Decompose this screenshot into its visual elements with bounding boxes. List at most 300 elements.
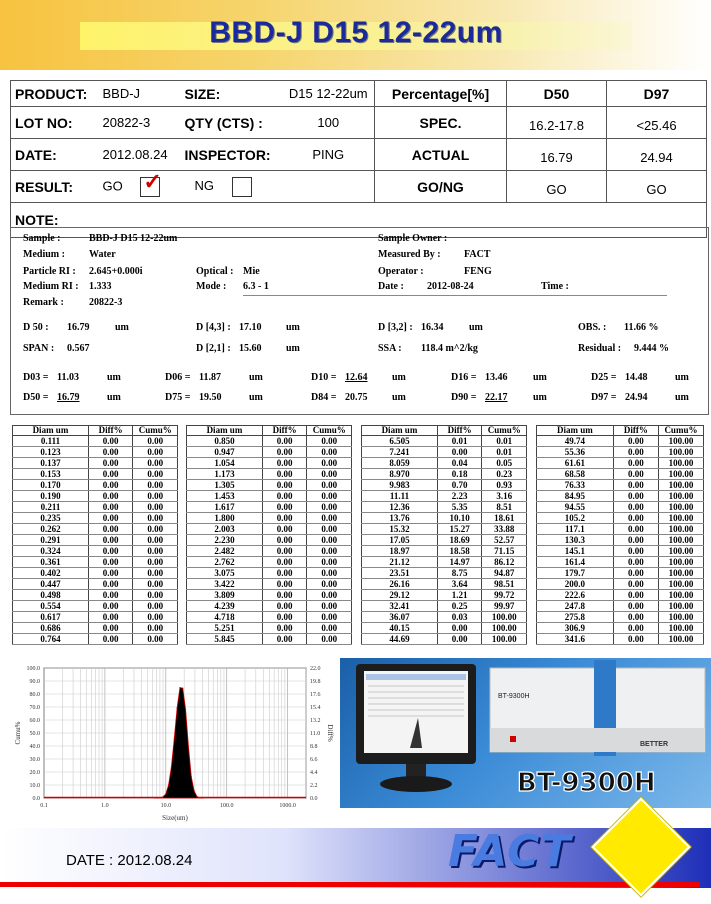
table-row xyxy=(362,491,527,502)
table-cell: 100.00 xyxy=(658,480,703,491)
y-tick-label: 70.0 xyxy=(29,705,40,711)
table-cell: 3.16 xyxy=(482,491,527,502)
d43-label: D [4,3] : xyxy=(196,322,231,333)
d50-unit: um xyxy=(115,322,129,333)
table-row xyxy=(13,458,178,469)
data-point xyxy=(185,709,186,710)
column-header: Diff% xyxy=(437,426,482,436)
table-cell: 179.7 xyxy=(537,568,614,579)
table-cell: 8.970 xyxy=(362,469,438,480)
table-cell: 0.00 xyxy=(613,502,658,513)
table-row xyxy=(537,546,704,557)
table-row xyxy=(187,480,352,491)
table-row xyxy=(187,579,352,590)
data-point xyxy=(188,746,189,747)
table-cell: 0.00 xyxy=(613,612,658,623)
table-row xyxy=(362,568,527,579)
table-cell: 0.00 xyxy=(262,502,307,513)
result-ng[interactable] xyxy=(181,171,375,203)
table-cell: 1.173 xyxy=(187,469,263,480)
ng-label: NG xyxy=(194,177,214,193)
table-cell: 8.51 xyxy=(482,502,527,513)
table-cell: 0.00 xyxy=(437,634,482,645)
d50b-unit: um xyxy=(107,392,121,403)
table-cell: 100.00 xyxy=(658,590,703,601)
info-table xyxy=(10,80,707,238)
table-cell: 0.00 xyxy=(307,524,352,535)
date-value: 2012.08.24 xyxy=(99,139,181,171)
table-row xyxy=(537,502,704,513)
table-cell: 100.00 xyxy=(658,601,703,612)
y-tick-label: 40.0 xyxy=(29,744,40,750)
table-cell: 0.00 xyxy=(88,502,133,513)
table-cell: 0.00 xyxy=(88,480,133,491)
lot-label: LOT NO: xyxy=(11,107,99,139)
table-row xyxy=(537,458,704,469)
d10-unit: um xyxy=(392,372,406,383)
d75-value: 19.50 xyxy=(199,392,222,403)
table-cell: 21.12 xyxy=(362,557,438,568)
table-cell: 0.25 xyxy=(437,601,482,612)
table-row xyxy=(537,634,704,645)
table-cell: 0.00 xyxy=(133,557,178,568)
size-label: SIZE: xyxy=(181,81,283,107)
table-cell: 0.00 xyxy=(262,557,307,568)
table-cell: 0.00 xyxy=(307,436,352,447)
table-cell: 100.00 xyxy=(658,458,703,469)
table-cell: 0.01 xyxy=(437,436,482,447)
distribution-table-2 xyxy=(186,425,352,645)
y2-tick-label: 2.2 xyxy=(310,783,318,789)
table-cell: 0.18 xyxy=(437,469,482,480)
table-cell: 222.6 xyxy=(537,590,614,601)
table-cell: 0.00 xyxy=(262,458,307,469)
data-point xyxy=(196,796,197,797)
y2-tick-label: 6.6 xyxy=(310,757,318,763)
product-label: PRODUCT: xyxy=(11,81,99,107)
go-checkbox[interactable] xyxy=(140,168,162,197)
y2-tick-label: 22.0 xyxy=(310,666,321,672)
y-tick-label: 60.0 xyxy=(29,718,40,724)
table-cell: 0.00 xyxy=(613,447,658,458)
y2-tick-label: 4.4 xyxy=(310,770,318,776)
remark-label: Remark : xyxy=(23,297,64,308)
x-tick-label: 10.0 xyxy=(160,803,172,809)
table-cell: 0.00 xyxy=(307,447,352,458)
table-cell: 0.00 xyxy=(437,447,482,458)
y-tick-label: 0.0 xyxy=(32,796,40,802)
table-cell: 2.230 xyxy=(187,535,263,546)
table-row xyxy=(187,502,352,513)
table-cell: 76.33 xyxy=(537,480,614,491)
table-cell: 7.241 xyxy=(362,447,438,458)
table-cell: 9.983 xyxy=(362,480,438,491)
table-cell: 0.00 xyxy=(262,590,307,601)
table-cell: 341.6 xyxy=(537,634,614,645)
table-cell: 23.51 xyxy=(362,568,438,579)
d10-label: D10 = xyxy=(311,372,337,383)
table-cell: 0.00 xyxy=(88,623,133,634)
residual-label: Residual : xyxy=(578,343,622,354)
y-tick-label: 90.0 xyxy=(29,679,40,685)
note-label: NOTE: xyxy=(11,203,707,238)
table-row xyxy=(362,436,527,447)
table-cell: 0.00 xyxy=(613,480,658,491)
table-cell: 0.00 xyxy=(307,590,352,601)
table-cell: 68.58 xyxy=(537,469,614,480)
table-row xyxy=(187,491,352,502)
table-cell: 33.88 xyxy=(482,524,527,535)
table-cell: 2.23 xyxy=(437,491,482,502)
d97-unit: um xyxy=(675,392,689,403)
table-cell: 0.00 xyxy=(133,491,178,502)
d21-label: D [2,1] : xyxy=(196,343,231,354)
lot-value: 20822-3 xyxy=(99,107,181,139)
d84-value: 20.75 xyxy=(345,392,368,403)
table-row xyxy=(13,469,178,480)
table-cell: 1.305 xyxy=(187,480,263,491)
optical-label: Optical : xyxy=(196,266,234,277)
table-cell: 0.00 xyxy=(613,634,658,645)
table-cell: 0.850 xyxy=(187,436,263,447)
table-cell: 0.00 xyxy=(613,579,658,590)
data-point xyxy=(162,796,163,797)
table-cell: 8.75 xyxy=(437,568,482,579)
y-tick-label: 30.0 xyxy=(29,757,40,763)
table-cell: 0.00 xyxy=(613,601,658,612)
table-cell: 0.03 xyxy=(437,612,482,623)
table-row xyxy=(362,612,527,623)
d97-header: D97 xyxy=(607,81,707,107)
table-cell: 0.00 xyxy=(133,436,178,447)
medium-ri-value: 1.333 xyxy=(89,281,112,292)
y2-tick-label: 15.4 xyxy=(310,705,321,711)
table-cell: 71.15 xyxy=(482,546,527,557)
table-cell: 52.57 xyxy=(482,535,527,546)
d10-value: 12.64 xyxy=(345,372,368,383)
d97-value: 24.94 xyxy=(625,392,648,403)
table-cell: 44.69 xyxy=(362,634,438,645)
table-cell: 100.00 xyxy=(658,568,703,579)
table-cell: 0.00 xyxy=(262,612,307,623)
table-cell: 0.00 xyxy=(133,634,178,645)
table-cell: 105.2 xyxy=(537,513,614,524)
d03-unit: um xyxy=(107,372,121,383)
table-cell: 100.00 xyxy=(658,612,703,623)
d43-value: 17.10 xyxy=(239,322,262,333)
table-row xyxy=(187,524,352,535)
table-cell: 0.00 xyxy=(88,447,133,458)
table-cell: 13.76 xyxy=(362,513,438,524)
table-cell: 86.12 xyxy=(482,557,527,568)
table-cell: 0.00 xyxy=(133,447,178,458)
table-cell: 0.00 xyxy=(613,491,658,502)
table-cell: 0.00 xyxy=(88,535,133,546)
table-cell: 0.00 xyxy=(307,601,352,612)
table-cell: 0.00 xyxy=(307,458,352,469)
d90-value: 22.17 xyxy=(485,392,508,403)
table-cell: 61.61 xyxy=(537,458,614,469)
table-cell: 0.70 xyxy=(437,480,482,491)
table-cell: 0.00 xyxy=(133,568,178,579)
y2-axis-label: Diff% xyxy=(326,724,334,742)
measured-label: Measured By : xyxy=(378,249,441,260)
ssa-value: 118.4 m^2/kg xyxy=(421,343,478,354)
column-header: Cumu% xyxy=(658,426,703,436)
table-cell: 0.00 xyxy=(262,535,307,546)
d32-unit: um xyxy=(469,322,483,333)
table-cell: 100.00 xyxy=(658,436,703,447)
table-row xyxy=(13,568,178,579)
data-point xyxy=(171,766,172,767)
data-point xyxy=(168,784,169,785)
table-cell: 0.00 xyxy=(262,447,307,458)
table-cell: 17.05 xyxy=(362,535,438,546)
table-cell: 0.00 xyxy=(613,436,658,447)
report-date-label: Date : xyxy=(378,281,404,292)
device-brand: BETTER xyxy=(640,741,668,748)
column-header: Diam um xyxy=(537,426,614,436)
time-label: Time : xyxy=(541,281,569,292)
table-cell: 0.01 xyxy=(482,447,527,458)
d25-unit: um xyxy=(675,372,689,383)
table-row xyxy=(13,513,178,524)
table-cell: 0.00 xyxy=(613,469,658,480)
table-cell: 0.00 xyxy=(88,469,133,480)
table-row xyxy=(537,480,704,491)
table-cell: 55.36 xyxy=(537,447,614,458)
table-cell: 0.00 xyxy=(133,502,178,513)
result-go[interactable] xyxy=(99,168,181,203)
table-cell: 0.235 xyxy=(13,513,89,524)
owner-label: Sample Owner : xyxy=(378,233,448,244)
x-tick-label: 1000.0 xyxy=(279,803,296,809)
d50b-value: 16.79 xyxy=(57,392,80,403)
table-cell: 0.00 xyxy=(613,513,658,524)
y-tick-label: 20.0 xyxy=(29,770,40,776)
residual-value: 9.444 % xyxy=(634,343,669,354)
table-row xyxy=(537,469,704,480)
gong-label: GO/NG xyxy=(375,171,507,203)
table-cell: 1.054 xyxy=(187,458,263,469)
go-label: GO xyxy=(102,177,123,193)
footer-rule xyxy=(0,882,700,887)
table-cell: 1.800 xyxy=(187,513,263,524)
table-cell: 0.554 xyxy=(13,601,89,612)
optical-value: Mie xyxy=(243,266,260,277)
table-cell: 99.72 xyxy=(482,590,527,601)
table-cell: 0.123 xyxy=(13,447,89,458)
table-row xyxy=(362,513,527,524)
table-row xyxy=(537,491,704,502)
table-cell: 0.153 xyxy=(13,469,89,480)
distribution-table-4 xyxy=(536,425,704,645)
table-row xyxy=(187,590,352,601)
table-cell: 3.075 xyxy=(187,568,263,579)
table-cell: 0.00 xyxy=(88,458,133,469)
table-cell: 100.00 xyxy=(658,491,703,502)
table-cell: 14.97 xyxy=(437,557,482,568)
table-cell: 0.170 xyxy=(13,480,89,491)
table-cell: 0.00 xyxy=(88,579,133,590)
table-cell: 0.00 xyxy=(613,458,658,469)
d50-label: D 50 : xyxy=(23,322,49,333)
device-photo xyxy=(340,658,711,808)
table-cell: 3.809 xyxy=(187,590,263,601)
data-point xyxy=(202,797,203,798)
table-cell: 0.00 xyxy=(133,458,178,469)
table-cell: 100.00 xyxy=(482,634,527,645)
table-cell: 0.00 xyxy=(88,634,133,645)
table-cell: 2.482 xyxy=(187,546,263,557)
table-cell: 0.01 xyxy=(482,436,527,447)
column-header: Cumu% xyxy=(307,426,352,436)
table-cell: 0.93 xyxy=(482,480,527,491)
date-label: DATE: xyxy=(11,139,99,171)
table-cell: 0.111 xyxy=(13,436,89,447)
d84-label: D84 = xyxy=(311,392,337,403)
table-cell: 247.8 xyxy=(537,601,614,612)
gong-d50: GO xyxy=(507,171,607,203)
table-cell: 0.498 xyxy=(13,590,89,601)
table-cell: 0.00 xyxy=(133,579,178,590)
d21-unit: um xyxy=(286,343,300,354)
data-point xyxy=(157,797,158,798)
d32-label: D [3,2] : xyxy=(378,322,413,333)
remark-value: 20822-3 xyxy=(89,297,123,308)
d25-label: D25 = xyxy=(591,372,617,383)
table-row xyxy=(13,634,178,645)
distribution-chart xyxy=(10,660,338,830)
table-cell: 0.00 xyxy=(262,436,307,447)
table-cell: 0.262 xyxy=(13,524,89,535)
data-point xyxy=(154,797,155,798)
particle-ri-value: 2.645+0.000i xyxy=(89,266,143,277)
table-cell: 0.00 xyxy=(88,557,133,568)
d06-label: D06 = xyxy=(165,372,191,383)
table-row xyxy=(537,590,704,601)
data-point xyxy=(179,687,180,688)
qty-label: QTY (CTS) : xyxy=(181,107,283,139)
ng-checkbox[interactable] xyxy=(232,177,252,197)
y2-tick-label: 11.0 xyxy=(310,731,321,737)
table-cell: 0.00 xyxy=(613,568,658,579)
table-cell: 29.12 xyxy=(362,590,438,601)
table-cell: 0.00 xyxy=(307,535,352,546)
product-value: BBD-J xyxy=(99,81,181,107)
table-row xyxy=(362,469,527,480)
table-row xyxy=(362,458,527,469)
table-row xyxy=(13,623,178,634)
table-cell: 1.617 xyxy=(187,502,263,513)
table-row xyxy=(362,579,527,590)
table-row xyxy=(187,634,352,645)
y2-tick-label: 19.8 xyxy=(310,679,321,685)
table-cell: 100.00 xyxy=(658,557,703,568)
table-cell: 0.05 xyxy=(482,458,527,469)
medium-label: Medium : xyxy=(23,249,65,260)
table-cell: 0.00 xyxy=(613,524,658,535)
span-value: 0.567 xyxy=(67,343,90,354)
table-cell: 100.00 xyxy=(658,513,703,524)
d03-value: 11.03 xyxy=(57,372,79,383)
table-row xyxy=(537,436,704,447)
d16-unit: um xyxy=(533,372,547,383)
table-cell: 0.23 xyxy=(482,469,527,480)
table-cell: 0.00 xyxy=(307,568,352,579)
table-cell: 0.00 xyxy=(437,623,482,634)
actual-d50: 16.79 xyxy=(507,139,607,171)
table-cell: 130.3 xyxy=(537,535,614,546)
table-row xyxy=(187,623,352,634)
d16-value: 13.46 xyxy=(485,372,508,383)
table-row xyxy=(187,436,352,447)
data-point xyxy=(165,793,166,794)
table-cell: 0.00 xyxy=(133,612,178,623)
x-tick-label: 0.1 xyxy=(40,803,48,809)
table-cell: 0.00 xyxy=(133,513,178,524)
table-cell: 0.947 xyxy=(187,447,263,458)
table-cell: 161.4 xyxy=(537,557,614,568)
table-row xyxy=(13,579,178,590)
y-axis-label: Cumu% xyxy=(14,721,22,745)
d06-value: 11.87 xyxy=(199,372,221,383)
table-row xyxy=(362,502,527,513)
column-header: Diff% xyxy=(88,426,133,436)
table-cell: 0.361 xyxy=(13,557,89,568)
table-cell: 18.61 xyxy=(482,513,527,524)
table-row xyxy=(13,546,178,557)
table-cell: 100.00 xyxy=(658,469,703,480)
table-cell: 10.10 xyxy=(437,513,482,524)
x-axis-label: Size(um) xyxy=(162,814,188,822)
table-row xyxy=(362,524,527,535)
y2-tick-label: 13.2 xyxy=(310,718,321,724)
table-cell: 0.00 xyxy=(613,557,658,568)
table-cell: 0.00 xyxy=(262,480,307,491)
spec-d97: <25.46 xyxy=(607,107,707,139)
table-row xyxy=(362,535,527,546)
table-cell: 0.00 xyxy=(307,480,352,491)
column-header: Diam um xyxy=(187,426,263,436)
d03-label: D03 = xyxy=(23,372,49,383)
qty-value: 100 xyxy=(283,107,375,139)
table-cell: 0.00 xyxy=(133,546,178,557)
table-cell: 0.00 xyxy=(613,546,658,557)
column-header: Cumu% xyxy=(133,426,178,436)
table-cell: 200.0 xyxy=(537,579,614,590)
table-cell: 0.04 xyxy=(437,458,482,469)
table-row xyxy=(187,568,352,579)
table-cell: 0.291 xyxy=(13,535,89,546)
column-header: Diam um xyxy=(13,426,89,436)
inspector-label: INSPECTOR: xyxy=(181,139,283,171)
table-cell: 0.764 xyxy=(13,634,89,645)
report-divider xyxy=(243,295,667,296)
d50-header: D50 xyxy=(507,81,607,107)
table-cell: 0.00 xyxy=(88,612,133,623)
device-model: BT-9300H xyxy=(517,768,656,798)
data-point xyxy=(160,797,161,798)
table-cell: 0.00 xyxy=(262,513,307,524)
d50-value: 16.79 xyxy=(67,322,90,333)
y-tick-label: 50.0 xyxy=(29,731,40,737)
d75-label: D75 = xyxy=(165,392,191,403)
table-cell: 0.00 xyxy=(307,634,352,645)
table-cell: 0.00 xyxy=(262,568,307,579)
table-cell: 0.00 xyxy=(88,601,133,612)
d06-unit: um xyxy=(249,372,263,383)
